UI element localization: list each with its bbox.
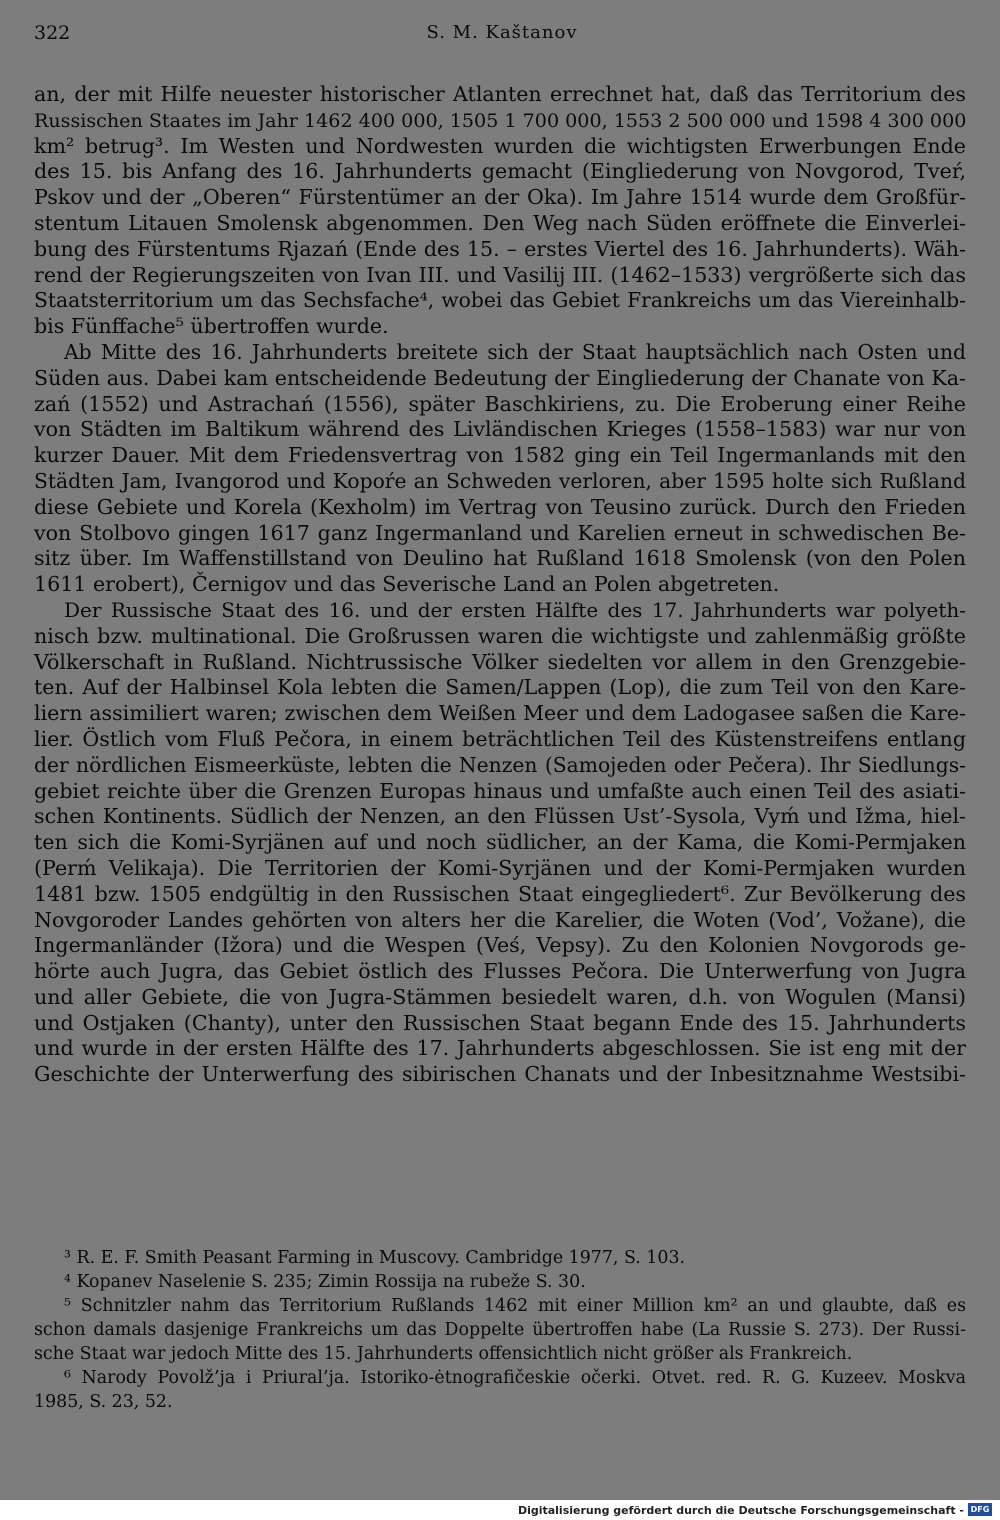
text-line: 1481 bzw. 1505 endgültig in den Russischen Staat eingegliedert⁶. Zur Bevölkerung des: [34, 881, 966, 906]
running-head: S. M. Kaštanov: [426, 22, 578, 43]
text-line: sitz über. Im Waffenstillstand von Deulino hat Rußland 1618 Smolensk (von den Polen: [34, 546, 966, 571]
text-line: Staatsterritorium um das Sechsfache⁴, wobei das Gebiet Frankreichs um das Viereinhalb-: [34, 288, 966, 313]
footnote-line: ⁶ Narody Povolž’ja i Priural’ja. Istoriko-ėtnografičeskie očerki. Otvet. red. R. G. Kuzeev. Moskva: [64, 1368, 966, 1388]
paragraph-1: [34, 82, 966, 340]
footnote-4: [34, 1270, 966, 1294]
text-line: ten sich die Komi-Syrjänen auf und noch südlicher, an der Kama, die Komi-Permjaken: [34, 830, 966, 855]
text-line: Russischen Staates im Jahr 1462 400 000, 1505 1 700 000, 1553 2 500 000 und 1598 4 300 000: [34, 108, 967, 132]
page-number: 322: [34, 22, 71, 44]
text-line: Pskov und der „Oberen“ Fürstentümer an der Oka). Im Jahre 1514 wurde dem Großfür-: [34, 185, 966, 210]
footnote-3: [34, 1246, 966, 1270]
text-line: und Ostjaken (Chanty), unter den Russischen Staat begann Ende des 15. Jahrhunderts: [34, 1010, 966, 1035]
paragraph-2: [34, 340, 966, 598]
text-line: (Perḿ Velikaja). Die Territorien der Komi-Syrjänen und der Komi-Permjaken wurden: [34, 855, 966, 880]
footnote-line: ³ R. E. F. Smith Peasant Farming in Muscovy. Cambridge 1977, S. 103.: [64, 1248, 686, 1268]
text-line: des 15. bis Anfang des 16. Jahrhunderts gemacht (Eingliederung von Novgorod, Tveŕ,: [34, 159, 966, 184]
footnotes: [34, 1246, 966, 1414]
text-line: 1611 erobert), Černigov und das Severische Land an Polen abgetreten.: [34, 572, 780, 597]
paragraph-3: [34, 598, 966, 1088]
footnote-5: [34, 1294, 966, 1366]
text-line: und wurde in der ersten Hälfte des 17. Jahrhunderts abgeschlossen. Sie ist eng mit der: [34, 1036, 966, 1061]
text-line: stentum Litauen Smolensk abgenommen. Den Weg nach Süden eröffnete die Einverlei-: [34, 210, 966, 235]
text-line: ten. Auf der Halbinsel Kola lebten die Samen/Lappen (Lop), die zum Teil von den Kare-: [34, 675, 966, 700]
text-line: gebiet reichte über die Grenzen Europas hinaus und umfaßte auch einen Teil des asiati-: [34, 778, 966, 803]
footnote-line: ⁴ Kopanev Naselenie S. 235; Zimin Rossija na rubeže S. 30.: [64, 1272, 586, 1292]
text-line: Süden aus. Dabei kam entscheidende Bedeutung der Eingliederung der Chanate von Ka-: [34, 365, 966, 390]
text-line: rend der Regierungszeiten von Ivan III. und Vasilij III. (1462–1533) vergrößerte sich das: [34, 262, 966, 287]
text-line: km² betrug³. Im Westen und Nordwesten wurden die wichtigsten Erwerbungen Ende: [34, 133, 966, 158]
text-line: nisch bzw. multinational. Die Großrussen waren die wichtigste und zahlenmäßig größte: [34, 623, 966, 648]
text-line: hörte auch Jugra, das Gebiet östlich des Flusses Pečora. Die Unterwerfung von Jugra: [34, 959, 966, 984]
text-line: lier. Östlich vom Fluß Pečora, in einem beträchtlichen Teil des Küstenstreifens entlang: [34, 726, 966, 751]
text-line: Völkerschaft in Rußland. Nichtrussische Völker siedelten vor allem in den Grenzgebie-: [34, 649, 966, 674]
text-line: diese Gebiete und Korela (Kexholm) im Vertrag von Teusino zurück. Durch den Frieden: [34, 494, 966, 519]
text-line: bung des Fürstentums Rjazań (Ende des 15. – erstes Viertel des 16. Jahrhunderts). Wäh-: [34, 236, 966, 261]
dfg-logo-icon: DFG: [968, 1503, 992, 1516]
text-line: Geschichte der Unterwerfung des sibirischen Chanats und der Inbesitznahme Westsibi-: [34, 1062, 966, 1087]
text-line: bis Fünffache⁵ übertroffen wurde.: [34, 314, 389, 339]
page-header: [34, 22, 970, 52]
text-line: kurzer Dauer. Mit dem Friedensvertrag von 1582 ging ein Teil Ingermanlands mit den: [34, 443, 966, 468]
text-line: zań (1552) und Astrachań (1556), später Baschkiriens, zu. Die Eroberung einer Reihe: [34, 391, 966, 416]
text-line: Städten Jam, Ivangorod und Kopoŕe an Schweden verloren, aber 1595 holte sich Rußland: [34, 468, 966, 493]
text-line: an, der mit Hilfe neuester historischer Atlanten errechnet hat, daß das Territorium des: [34, 82, 966, 106]
footnote-line: 1985, S. 23, 52.: [34, 1392, 173, 1412]
text-line: von Städten im Baltikum während des Livländischen Krieges (1558–1583) war nur von: [34, 417, 966, 442]
text-line: Der Russische Staat des 16. und der ersten Hälfte des 17. Jahrhunderts war polyeth-: [64, 597, 966, 622]
footnote-line: ⁵ Schnitzler nahm das Territorium Rußlands 1462 mit einer Million km² an und glaubte, daß es: [64, 1296, 966, 1316]
text-line: Ab Mitte des 16. Jahrhunderts breitete sich der Staat hauptsächlich nach Osten und: [64, 339, 966, 364]
footnote-6: [34, 1366, 966, 1414]
digitization-credit: Digitalisierung gefördert durch die Deutsche Forschungsgemeinschaft -: [517, 1504, 964, 1517]
text-line: Novgoroder Landes gehörten von alters her die Karelier, die Woten (Vod’, Vožane), die: [34, 907, 966, 932]
text-line: und aller Gebiete, die von Jugra-Stämmen besiedelt waren, d.h. von Wogulen (Mansi): [34, 984, 966, 1009]
text-line: der nördlichen Eismeerküste, lebten die Nenzen (Samojeden oder Pečera). Ihr Siedlungs-: [34, 752, 966, 777]
text-line: liern assimiliert waren; zwischen dem Weißen Meer und dem Ladogasee saßen die Kare-: [34, 701, 966, 726]
main-text: [34, 82, 966, 1088]
text-line: schen Kontinents. Südlich der Nenzen, an den Flüssen Ust’-Sysola, Vyḿ und Ižma, hiel-: [34, 804, 966, 829]
footnote-line: sche Staat war jedoch Mitte des 15. Jahrhunderts offensichtlich nicht größer als Frankreich.: [34, 1344, 853, 1364]
text-line: Ingermanländer (Ižora) und die Wespen (Veś, Vepsy). Zu den Kolonien Novgorods ge-: [34, 933, 966, 958]
footnote-line: schon damals dasjenige Frankreichs um das Doppelte übertroffen habe (La Russie S. 273). Der Russi-: [34, 1320, 966, 1340]
text-line: von Stolbovo gingen 1617 ganz Ingermanland und Karelien erneut in schwedischen Be-: [34, 520, 966, 545]
